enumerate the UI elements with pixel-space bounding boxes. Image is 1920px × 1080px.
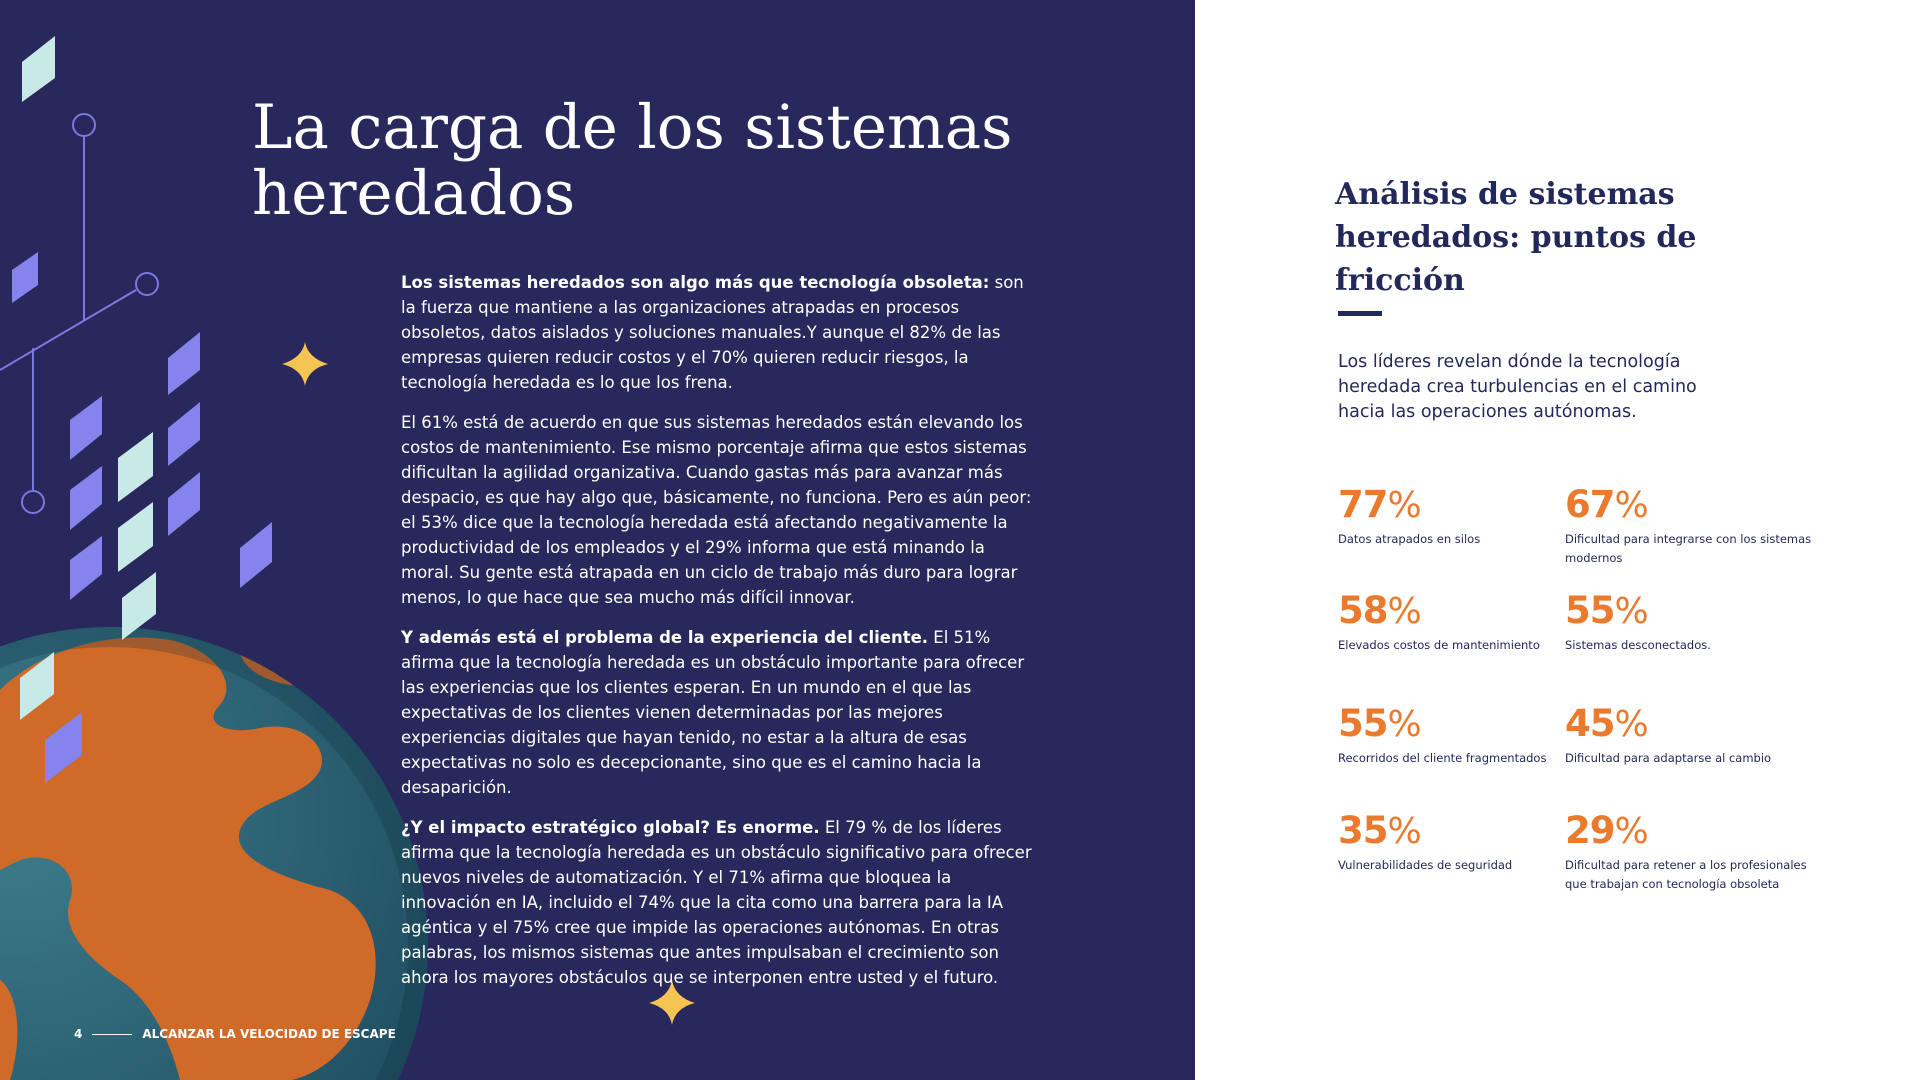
stat-label: Vulnerabilidades de seguridad [1338,858,1513,872]
stat-label: Sistemas desconectados. [1565,638,1711,652]
stat-number: 29 [1565,809,1615,852]
stat-item [1338,591,1603,655]
stat-item [1565,485,1830,568]
stat-value [1338,485,1603,526]
footer-divider [92,1034,132,1035]
stat-unit: % [1614,485,1648,526]
stat-number: 35 [1338,809,1388,852]
stat-item [1565,811,1830,894]
stat-value [1565,811,1830,852]
sidebar-intro: Los líderes revelan dónde la tecnología heredada crea turbulencias en el camino hacia las operaciones autónomas. [1338,352,1697,422]
title-underline [1338,311,1382,316]
stat-label: Datos atrapados en silos [1338,532,1481,546]
stat-label: Dificultad para retener a los profesionales que trabajan con tecnología obsoleta [1565,858,1807,891]
stat-value [1565,591,1830,632]
paragraph-text: El 61% está de acuerdo en que sus sistemas heredados están elevando los costos de mantenimiento. Ese mismo porcentaje afirma que estos sistemas dificultan la agilidad organizativa. Cuando gastas más para avanzar más despacio, es que hay algo que, básicamente, no funciona. Pero es aún peor: el 53% dice que la tecnología heredada está afectando negativamente la productividad de los empleados y el 29% informa que está minando la moral. Su gente está atrapada en un ciclo de trabajo más duro para lograr menos, lo que hace que sea mucho más difícil innovar. [401,413,1032,607]
stat-number: 58 [1338,589,1388,632]
paragraph [401,815,1033,990]
stat-item [1565,704,1830,768]
stat-unit: % [1614,811,1648,852]
page-footer [74,1027,396,1041]
paragraph-text: El 51% afirma que la tecnología heredada es un obstáculo importante para ofrecer las experiencias que los clientes esperan. En un mundo en el que las expectativas de los clientes vienen determinadas por las mejores experiencias digitales que hayan tenido, no estar a la altura de esas expectativas no solo es decepcionante, sino que es el camino hacia la desaparición. [401,628,1025,797]
stat-unit: % [1614,591,1648,632]
stat-item [1565,591,1830,655]
paragraph [401,270,1033,395]
paragraph-text: El 79 % de los líderes afirma que la tecnología heredada es un obstáculo significativo para ofrecer nuevos niveles de automatización. Y el 71% afirma que bloquea la innovación en IA, incluido el 74% que la cita como una barrera para la IA agéntica y el 75% cree que impide las operaciones autónomas. En otras palabras, los mismos sistemas que antes impulsaban el crecimiento son ahora los mayores obstáculos que se interponen entre usted y el futuro. [401,818,1032,987]
body-text [401,270,1033,1005]
stat-label: Recorridos del cliente fragmentados [1338,751,1547,765]
stat-label: Elevados costos de mantenimiento [1338,638,1540,652]
stat-unit: % [1614,704,1648,745]
stat-value [1338,704,1603,745]
stat-unit: % [1387,591,1421,632]
stat-label: Dificultad para integrarse con los sistemas modernos [1565,532,1812,565]
stat-value [1565,704,1830,745]
stat-item [1338,811,1603,875]
paragraph-lead: ¿Y el impacto estratégico global? Es enorme. [401,818,820,837]
stat-number: 55 [1338,702,1388,745]
globe-illustration [0,627,428,1080]
page-number: 4 [74,1027,83,1041]
paragraph [401,410,1033,610]
stat-unit: % [1387,704,1421,745]
paragraph-lead: Los sistemas heredados son algo más que tecnología obsoleta: [401,273,990,292]
stat-number: 77 [1338,483,1388,526]
stat-value [1565,485,1830,526]
stat-value [1338,591,1603,632]
paragraph-lead: Y además está el problema de la experiencia del cliente. [401,628,929,647]
stat-item [1338,704,1603,768]
stat-item [1338,485,1603,549]
page-title: La carga de los sistemas heredados [252,92,1013,229]
footer-section-title: ALCANZAR LA VELOCIDAD DE ESCAPE [142,1027,396,1041]
stat-unit: % [1387,811,1421,852]
stat-number: 67 [1565,483,1615,526]
paragraph [401,625,1033,800]
stat-label: Dificultad para adaptarse al cambio [1565,751,1772,765]
stat-unit: % [1387,485,1421,526]
stat-number: 55 [1565,589,1615,632]
stat-number: 45 [1565,702,1615,745]
sidebar-title: Análisis de sistemas heredados: puntos de fricción [1335,177,1697,298]
stat-value [1338,811,1603,852]
paragraph-text: son la fuerza que mantiene a las organizaciones atrapadas en procesos obsoletos, datos aislados y soluciones manuales.Y aunque el 82% de las empresas quieren reducir costos y el 70% quieren reducir riesgos, la tecnología heredada es lo que los frena. [401,273,1024,392]
